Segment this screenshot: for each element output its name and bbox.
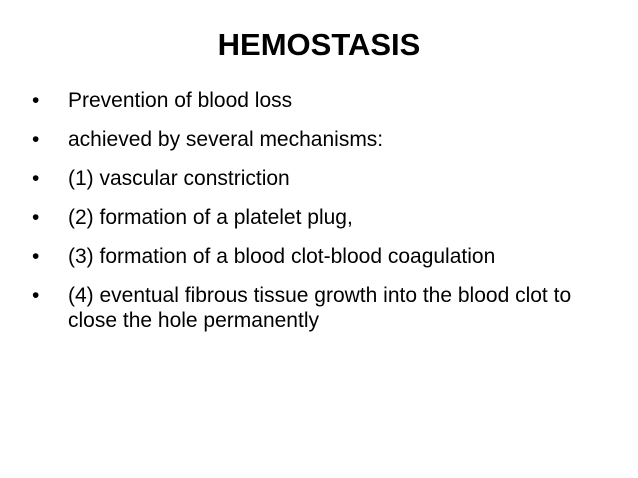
bullet-list	[32, 88, 622, 347]
bullet-text: (3) formation of a blood clot-blood coagulation	[68, 245, 496, 268]
bullet-marker-icon: •	[32, 245, 40, 268]
bullet-item	[32, 88, 622, 113]
slide-title: HEMOSTASIS	[217, 27, 421, 62]
bullet-marker-icon: •	[32, 206, 40, 229]
bullet-marker-icon: •	[32, 128, 40, 151]
bullet-item	[32, 205, 622, 230]
bullet-text: (4) eventual fibrous tissue growth into the blood clot to close the hole permanently	[68, 284, 572, 332]
bullet-item	[32, 127, 622, 152]
bullet-text: achieved by several mechanisms:	[68, 128, 384, 151]
bullet-item	[32, 166, 622, 191]
bullet-text: (2) formation of a platelet plug,	[68, 206, 353, 229]
bullet-marker-icon: •	[32, 284, 40, 307]
bullet-marker-icon: •	[32, 89, 40, 112]
bullet-item	[32, 244, 622, 269]
bullet-text: Prevention of blood loss	[68, 89, 293, 112]
bullet-text: (1) vascular constriction	[68, 167, 290, 190]
bullet-item	[32, 283, 622, 333]
bullet-marker-icon: •	[32, 167, 40, 190]
